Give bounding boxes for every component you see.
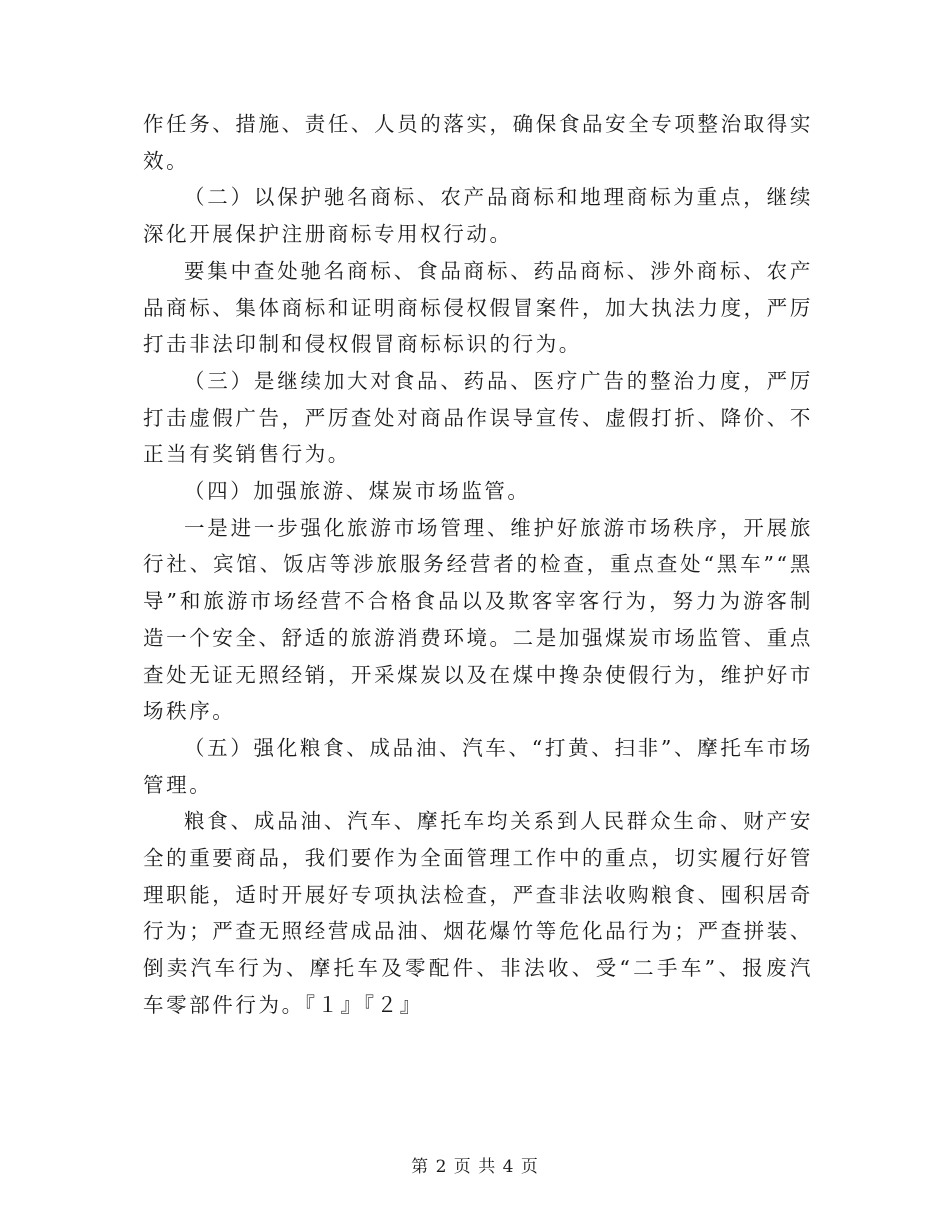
paragraph-5: （四）加强旅游、煤炭市场监管。 (184, 479, 531, 504)
paragraph-7: （五）强化粮食、成品油、汽车、“打黄、扫非”、摩托车市场管理。 (143, 735, 813, 797)
paragraph-2: （二）以保护驰名商标、农产品商标和地理商标为重点，继续深化开展保护注册商标专用权行动。 (143, 185, 813, 247)
paragraph-4: （三）是继续加大对食品、药品、医疗广告的整治力度，严厉打击虚假广告，严厉查处对商品作误导宣传、虚假打折、降价、不正当有奖销售行为。 (143, 368, 813, 467)
document-body (143, 106, 813, 1024)
paragraph-3: 要集中查处驰名商标、食品商标、药品商标、涉外商标、农产品商标、集体商标和证明商标侵权假冒案件，加大执法力度，严厉打击非法印制和侵权假冒商标标识的行为。 (143, 258, 813, 357)
page-number: 第 2 页 共 4 页 (411, 1157, 539, 1177)
page-footer (0, 1152, 950, 1177)
paragraph-1: 作任务、措施、责任、人员的落实，确保食品安全专项整治取得实效。 (143, 112, 813, 173)
paragraph-8: 粮食、成品油、汽车、摩托车均关系到人民群众生命、财产安全的重要商品，我们要作为全面管理工作中的重点，切实履行好管理职能，适时开展好专项执法检查，严查非法收购粮食、囤积居奇行为；严查无照经营成品油、烟花爆竹等危化品行为；严查拼装、倒卖汽车行为、摩托车及零配件、非法收、受“二手车”、报废汽车零部件行为。『１』『２』 (143, 809, 813, 1017)
paragraph-6: 一是进一步强化旅游市场管理、维护好旅游市场秩序，开展旅行社、宾馆、饭店等涉旅服务经营者的检查，重点查处“黑车”“黑导”和旅游市场经营不合格食品以及欺客宰客行为，努力为游客制造一个安全、舒适的旅游消费环境。二是加强煤炭市场监管、重点查处无证无照经销，开采煤炭以及在煤中搀杂使假行为，维护好市场秩序。 (143, 515, 813, 724)
